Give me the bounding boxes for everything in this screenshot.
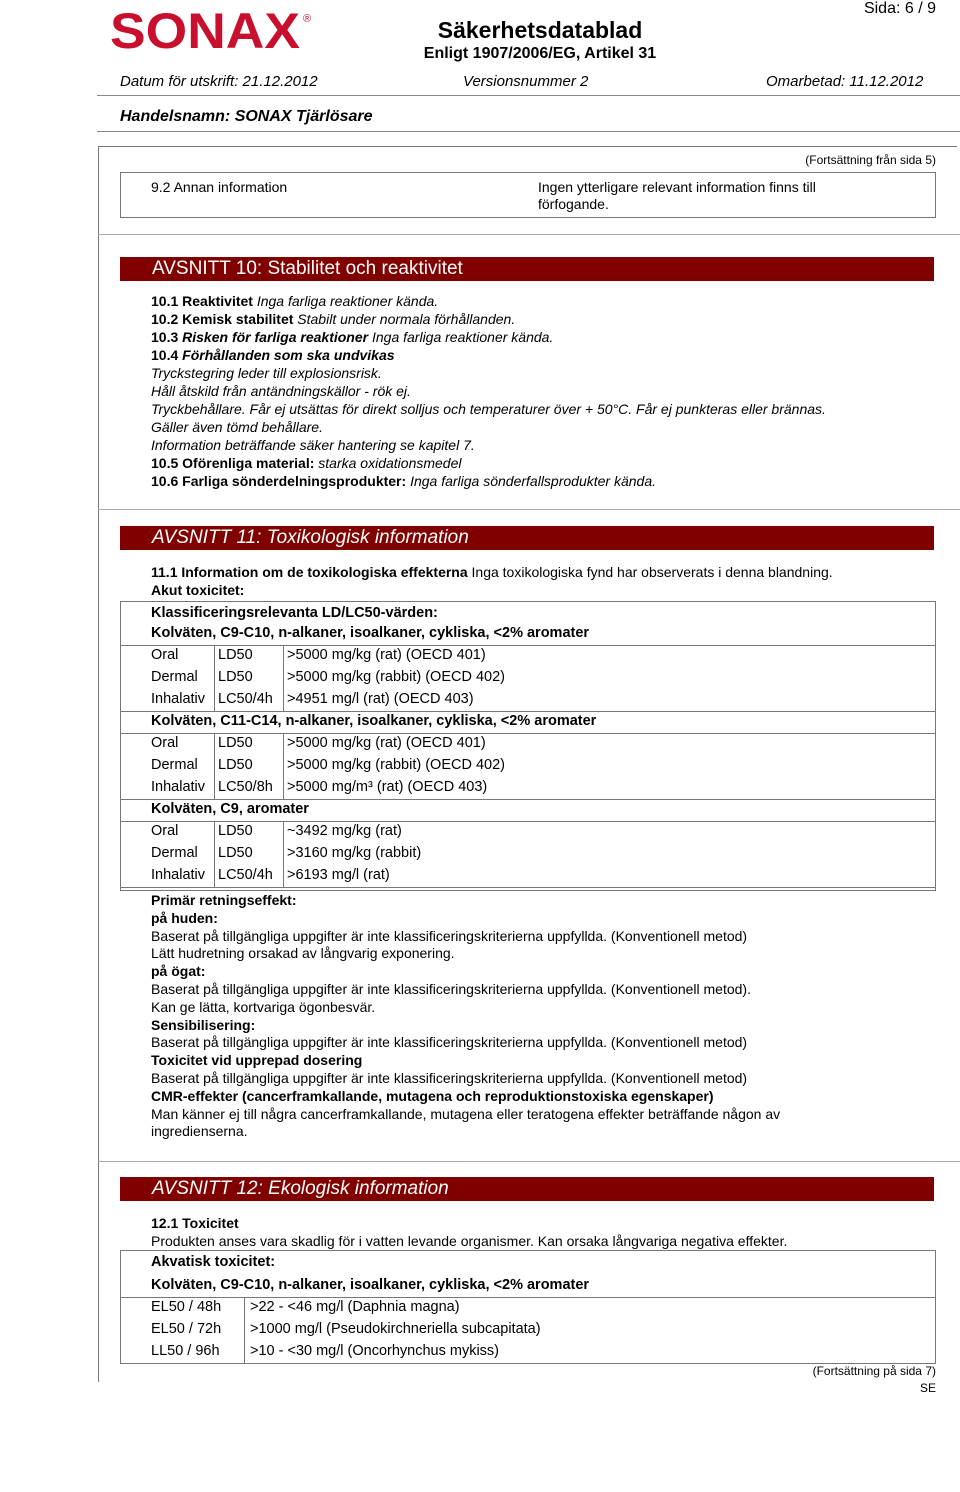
test-value: >4951 mg/l (rat) (OECD 403) xyxy=(287,691,474,707)
tox-group-title: Kolväten, C11-C14, n-alkaner, isoalkaner, cykliska, <2% aromater xyxy=(151,713,597,729)
exposure-route: Oral xyxy=(151,735,179,751)
table-rule xyxy=(121,821,935,822)
aquatic-group: Kolväten, C9-C10, n-alkaner, isoalkaner, cykliska, <2% aromater xyxy=(151,1277,590,1293)
column-rule xyxy=(214,733,215,799)
exposure-route: Oral xyxy=(151,647,179,663)
test-value: >22 - <46 mg/l (Daphnia magna) xyxy=(250,1299,460,1315)
test-type: LL50 / 96h xyxy=(151,1343,220,1359)
test-type: LC50/4h xyxy=(218,867,273,883)
section-9-2-label: 9.2 Annan information xyxy=(151,179,288,195)
test-type: LD50 xyxy=(218,845,253,861)
tox-group-title: Kolväten, C9-C10, n-alkaner, isoalkaner, cykliska, <2% aromater xyxy=(151,625,590,641)
section-11-heading xyxy=(120,526,934,550)
table-rule xyxy=(121,733,935,734)
section-12-heading xyxy=(120,1177,934,1201)
aquatic-toxicity-table xyxy=(120,1250,936,1364)
test-type: LD50 xyxy=(218,647,253,663)
test-value: >10 - <30 mg/l (Oncorhynchus mykiss) xyxy=(250,1343,500,1359)
revised-date: Omarbetad: 11.12.2012 xyxy=(766,73,924,90)
section-10-title: AVSNITT 10: Stabilitet och reaktivitet xyxy=(152,258,463,279)
test-type: LC50/8h xyxy=(218,779,273,795)
document-subtitle: Enligt 1907/2006/EG, Artikel 31 xyxy=(423,45,657,62)
test-value: >5000 mg/kg (rabbit) (OECD 402) xyxy=(287,669,505,685)
section-11-title: AVSNITT 11: Toxikologisk information xyxy=(152,527,469,548)
table-rule xyxy=(121,887,935,888)
column-rule xyxy=(244,1297,245,1363)
table-rule xyxy=(121,645,935,646)
test-value: >5000 mg/kg (rat) (OECD 401) xyxy=(287,647,486,663)
section-9-2-text: Ingen ytterligare relevant information finns till förfogande. xyxy=(538,179,816,212)
language-code: SE xyxy=(919,1381,936,1395)
aquatic-title: Akvatisk toxicitet: xyxy=(151,1254,276,1270)
column-rule xyxy=(283,821,284,887)
test-type: EL50 / 48h xyxy=(151,1299,222,1315)
column-rule xyxy=(283,645,284,711)
version-number: Versionsnummer 2 xyxy=(463,73,589,90)
column-rule xyxy=(214,821,215,887)
test-type: LD50 xyxy=(218,669,253,685)
document-title-block xyxy=(380,17,700,65)
sonax-logo xyxy=(110,6,315,54)
trade-name: Handelsnamn: SONAX Tjärlösare xyxy=(120,108,373,125)
header-divider xyxy=(97,95,960,96)
page-number: Sida: 6 / 9 xyxy=(863,0,936,17)
test-type: EL50 / 72h xyxy=(151,1321,222,1337)
table-rule xyxy=(121,799,935,800)
exposure-route: Dermal xyxy=(151,669,198,685)
exposure-route: Dermal xyxy=(151,845,198,861)
svg-text:®: ® xyxy=(303,13,312,25)
tox-group-title: Kolväten, C9, aromater xyxy=(151,801,309,817)
section-9-2-box xyxy=(120,172,936,218)
table-title: Klassificeringsrelevanta LD/LC50-värden: xyxy=(151,605,438,621)
document-title: Säkerhetsdatablad xyxy=(437,17,643,43)
exposure-route: Oral xyxy=(151,823,179,839)
test-type: LD50 xyxy=(218,735,253,751)
test-value: >6193 mg/l (rat) xyxy=(287,867,390,883)
test-value: >1000 mg/l (Pseudokirchneriella subcapitata) xyxy=(250,1321,541,1337)
test-type: LD50 xyxy=(218,757,253,773)
column-rule xyxy=(283,733,284,799)
exposure-route: Dermal xyxy=(151,757,198,773)
print-date: Datum för utskrift: 21.12.2012 xyxy=(120,73,318,90)
exposure-route: Inhalativ xyxy=(151,779,206,795)
section-12-title: AVSNITT 12: Ekologisk information xyxy=(152,1178,449,1199)
test-value: >5000 mg/kg (rat) (OECD 401) xyxy=(287,735,486,751)
test-value: ~3492 mg/kg (rat) xyxy=(287,823,402,839)
header-divider-2 xyxy=(97,131,960,132)
logo-text: SONAX xyxy=(110,6,300,54)
section-10-body: 10.1 Reaktivitet Inga farliga reaktioner kända. 10.2 Kemisk stabilitet Stabilt under normala förhållanden. 10.3 Risken för farliga reaktioner Inga farliga reaktioner kända. 10.4 Förhållanden som ska undvikas Tryckstegring leder till explosionsrisk. Håll åtskild från antändningskällor - rök ej. Tryckbehållare. Får ej utsättas för direkt solljus och temperaturer över + 50°C. Får ej punkteras eller brännas. Gäller även tömd behållare. Information beträffande säker hantering se kapitel 7. 10.5 Oförenliga material: starka oxidationsmedel 10.6 Farliga sönderdelningsprodukter: Inga farliga sönderfallsprodukter kända. xyxy=(151,293,826,489)
test-type: LC50/4h xyxy=(218,691,273,707)
continued-from: (Fortsättning från sida 5) xyxy=(805,153,936,167)
section-11-intro: 11.1 Information om de toxikologiska effekterna Inga toxikologiska fynd har observerats i denna blandning. Akut toxicitet: xyxy=(151,564,833,598)
test-value: >3160 mg/kg (rabbit) xyxy=(287,845,422,861)
column-rule xyxy=(214,645,215,711)
continued-to: (Fortsättning på sida 7) xyxy=(812,1364,936,1378)
section-12-intro: 12.1 Toxicitet Produkten anses vara skadlig för i vatten levande organismer. Kan orsaka långvariga negativa effekter. xyxy=(151,1215,788,1249)
test-type: LD50 xyxy=(218,823,253,839)
test-value: >5000 mg/m³ (rat) (OECD 403) xyxy=(287,779,488,795)
divider xyxy=(98,509,960,510)
exposure-route: Inhalativ xyxy=(151,691,206,707)
acute-toxicity-table xyxy=(120,601,936,891)
section-10-heading xyxy=(120,257,934,281)
table-rule xyxy=(121,711,935,712)
test-value: >5000 mg/kg (rabbit) (OECD 402) xyxy=(287,757,505,773)
divider xyxy=(98,234,960,235)
exposure-route: Inhalativ xyxy=(151,867,206,883)
divider xyxy=(98,1161,960,1162)
section-11-effects: Primär retningseffekt: på huden: Baserat på tillgängliga uppgifter är inte klassificeringskriterierna uppfyllda. (Konventionell metod) Lätt hudretning orsakad av långvarig exponering. på ögat: Baserat på tillgängliga uppgifter är inte klassificeringskriterierna uppfyllda. (Konventionell metod). Kan ge lätta, kortvariga ögonbesvär. Sensibilisering: Baserat på tillgängliga uppgifter är inte klassificeringskriterierna uppfyllda. (Konventionell metod) Toxicitet vid upprepad dosering Baserat på tillgängliga uppgifter är inte klassificeringskriterierna uppfyllda. (Konventionell metod) CMR-effekter (cancerframkallande, mutagena och reproduktionstoxiska egenskaper) Man känner ej till några cancerframkallande, mutagena eller teratogena effekter beträffande någon av ingredienserna. xyxy=(151,892,781,1140)
